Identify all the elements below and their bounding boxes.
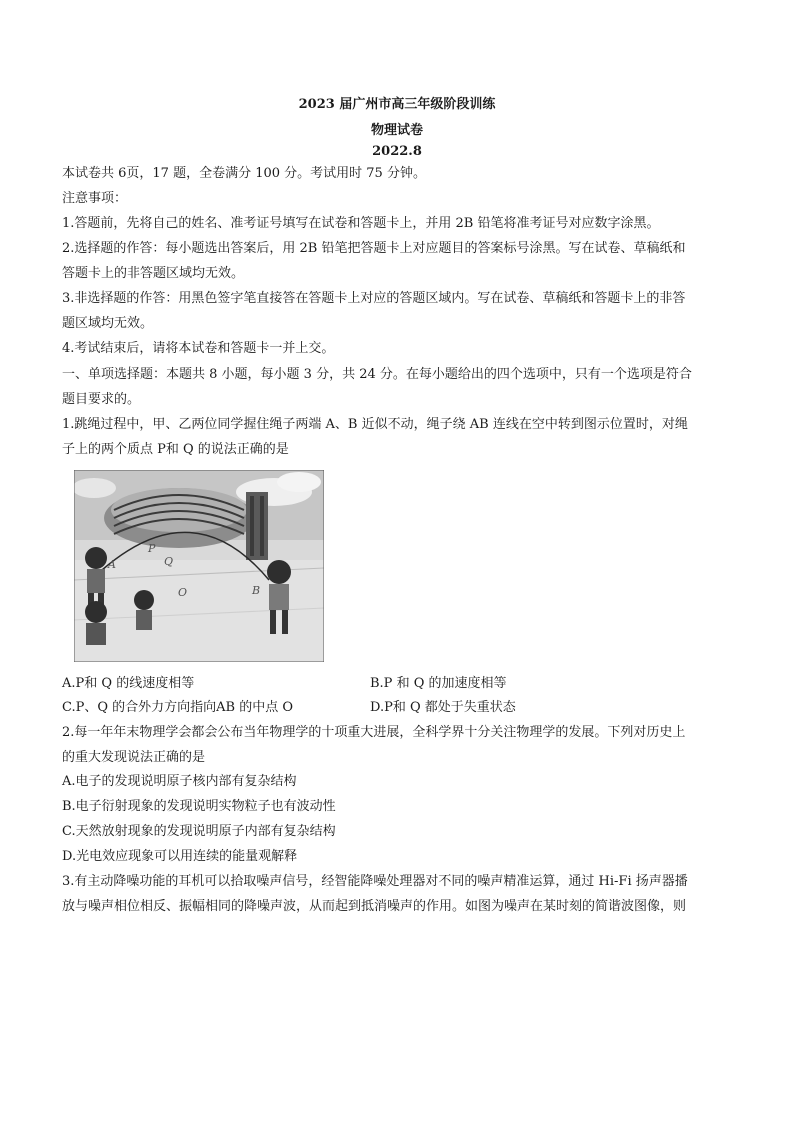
question-2-stem: 2.每一年年末物理学会都会公布当年物理学的十项重大进展，全科学界十分关注物理学的发展。下列对历史上 [62, 725, 686, 740]
note-line: 4.考试结束后，请将本试卷和答题卡一并上交。 [62, 341, 335, 356]
question-1-option-a: A.P和 Q 的线速度相等 [62, 676, 195, 691]
section-heading-cont: 题目要求的。 [62, 392, 141, 407]
exam-subject: 物理试卷 [370, 123, 423, 138]
question-1-stem: 1.跳绳过程中，甲、乙两位同学握住绳子两端 A、B 近似不动，绳子绕 AB 连线在空中转到图示位置时，对绳 [62, 417, 688, 432]
point-o-label: O [178, 586, 188, 599]
point-p-label: P [148, 542, 156, 555]
point-q-label: Q [164, 555, 174, 568]
question-3-stem: 3.有主动降噪功能的耳机可以拾取噪声信号，经智能降噪处理器对不同的噪声精准运算，通过 Hi-Fi 扬声器播 [62, 874, 688, 889]
exam-title: 2023 届广州市高三年级阶段训练 [298, 97, 496, 112]
question-1-option-b: B.P 和 Q 的加速度相等 [370, 676, 507, 691]
question-1-option-c: C.P、Q 的合外力方向指向AB 的中点 O [62, 700, 294, 715]
question-2-option-b: B.电子衍射现象的发现说明实物粒子也有波动性 [62, 799, 336, 814]
question-2-option-c: C.天然放射现象的发现说明原子内部有复杂结构 [62, 824, 336, 839]
note-line: 1.答题前，先将自己的姓名、准考证号填写在试卷和答题卡上，并用 2B 铅笔将准考证号对应数字涂黑。 [62, 216, 660, 231]
note-line: 3.非选择题的作答：用黑色签字笔直接答在答题卡上对应的答题区域内。写在试卷、草稿纸和答题卡上的非答 [62, 291, 686, 306]
intro-text: 本试卷共 6页，17 题，全卷满分 100 分。考试用时 75 分钟。 [62, 166, 426, 181]
point-a-label: A [108, 558, 116, 571]
section-heading: 一、单项选择题：本题共 8 小题，每小题 3 分，共 24 分。在每小题给出的四个选项中，只有一个选项是符合 [62, 367, 692, 382]
jump-rope-illustration [74, 470, 324, 662]
question-3-stem-cont: 放与噪声相位相反、振幅相同的降噪声波，从而起到抵消噪声的作用。如图为噪声在某时刻的简谐波图像，则 [62, 899, 687, 914]
note-line: 答题卡上的非答题区域均无效。 [62, 266, 245, 281]
point-b-label: B [252, 584, 261, 597]
question-2-stem-cont: 的重大发现说法正确的是 [62, 750, 206, 765]
note-line: 题区域均无效。 [62, 316, 154, 331]
question-1-stem-cont: 子上的两个质点 P和 Q 的说法正确的是 [62, 442, 289, 457]
jump-rope-figure [74, 470, 324, 662]
question-2-option-d: D.光电效应现象可以用连续的能量观解释 [62, 849, 298, 864]
exam-date: 2022.8 [372, 144, 422, 159]
notes-heading: 注意事项： [62, 191, 128, 206]
note-line: 2.选择题的作答：每小题选出答案后，用 2B 铅笔把答题卡上对应题目的答案标号涂黑。写在试卷、草稿纸和 [62, 241, 686, 256]
question-1-option-d: D.P和 Q 都处于失重状态 [370, 700, 516, 715]
question-2-option-a: A.电子的发现说明原子核内部有复杂结构 [62, 774, 297, 789]
